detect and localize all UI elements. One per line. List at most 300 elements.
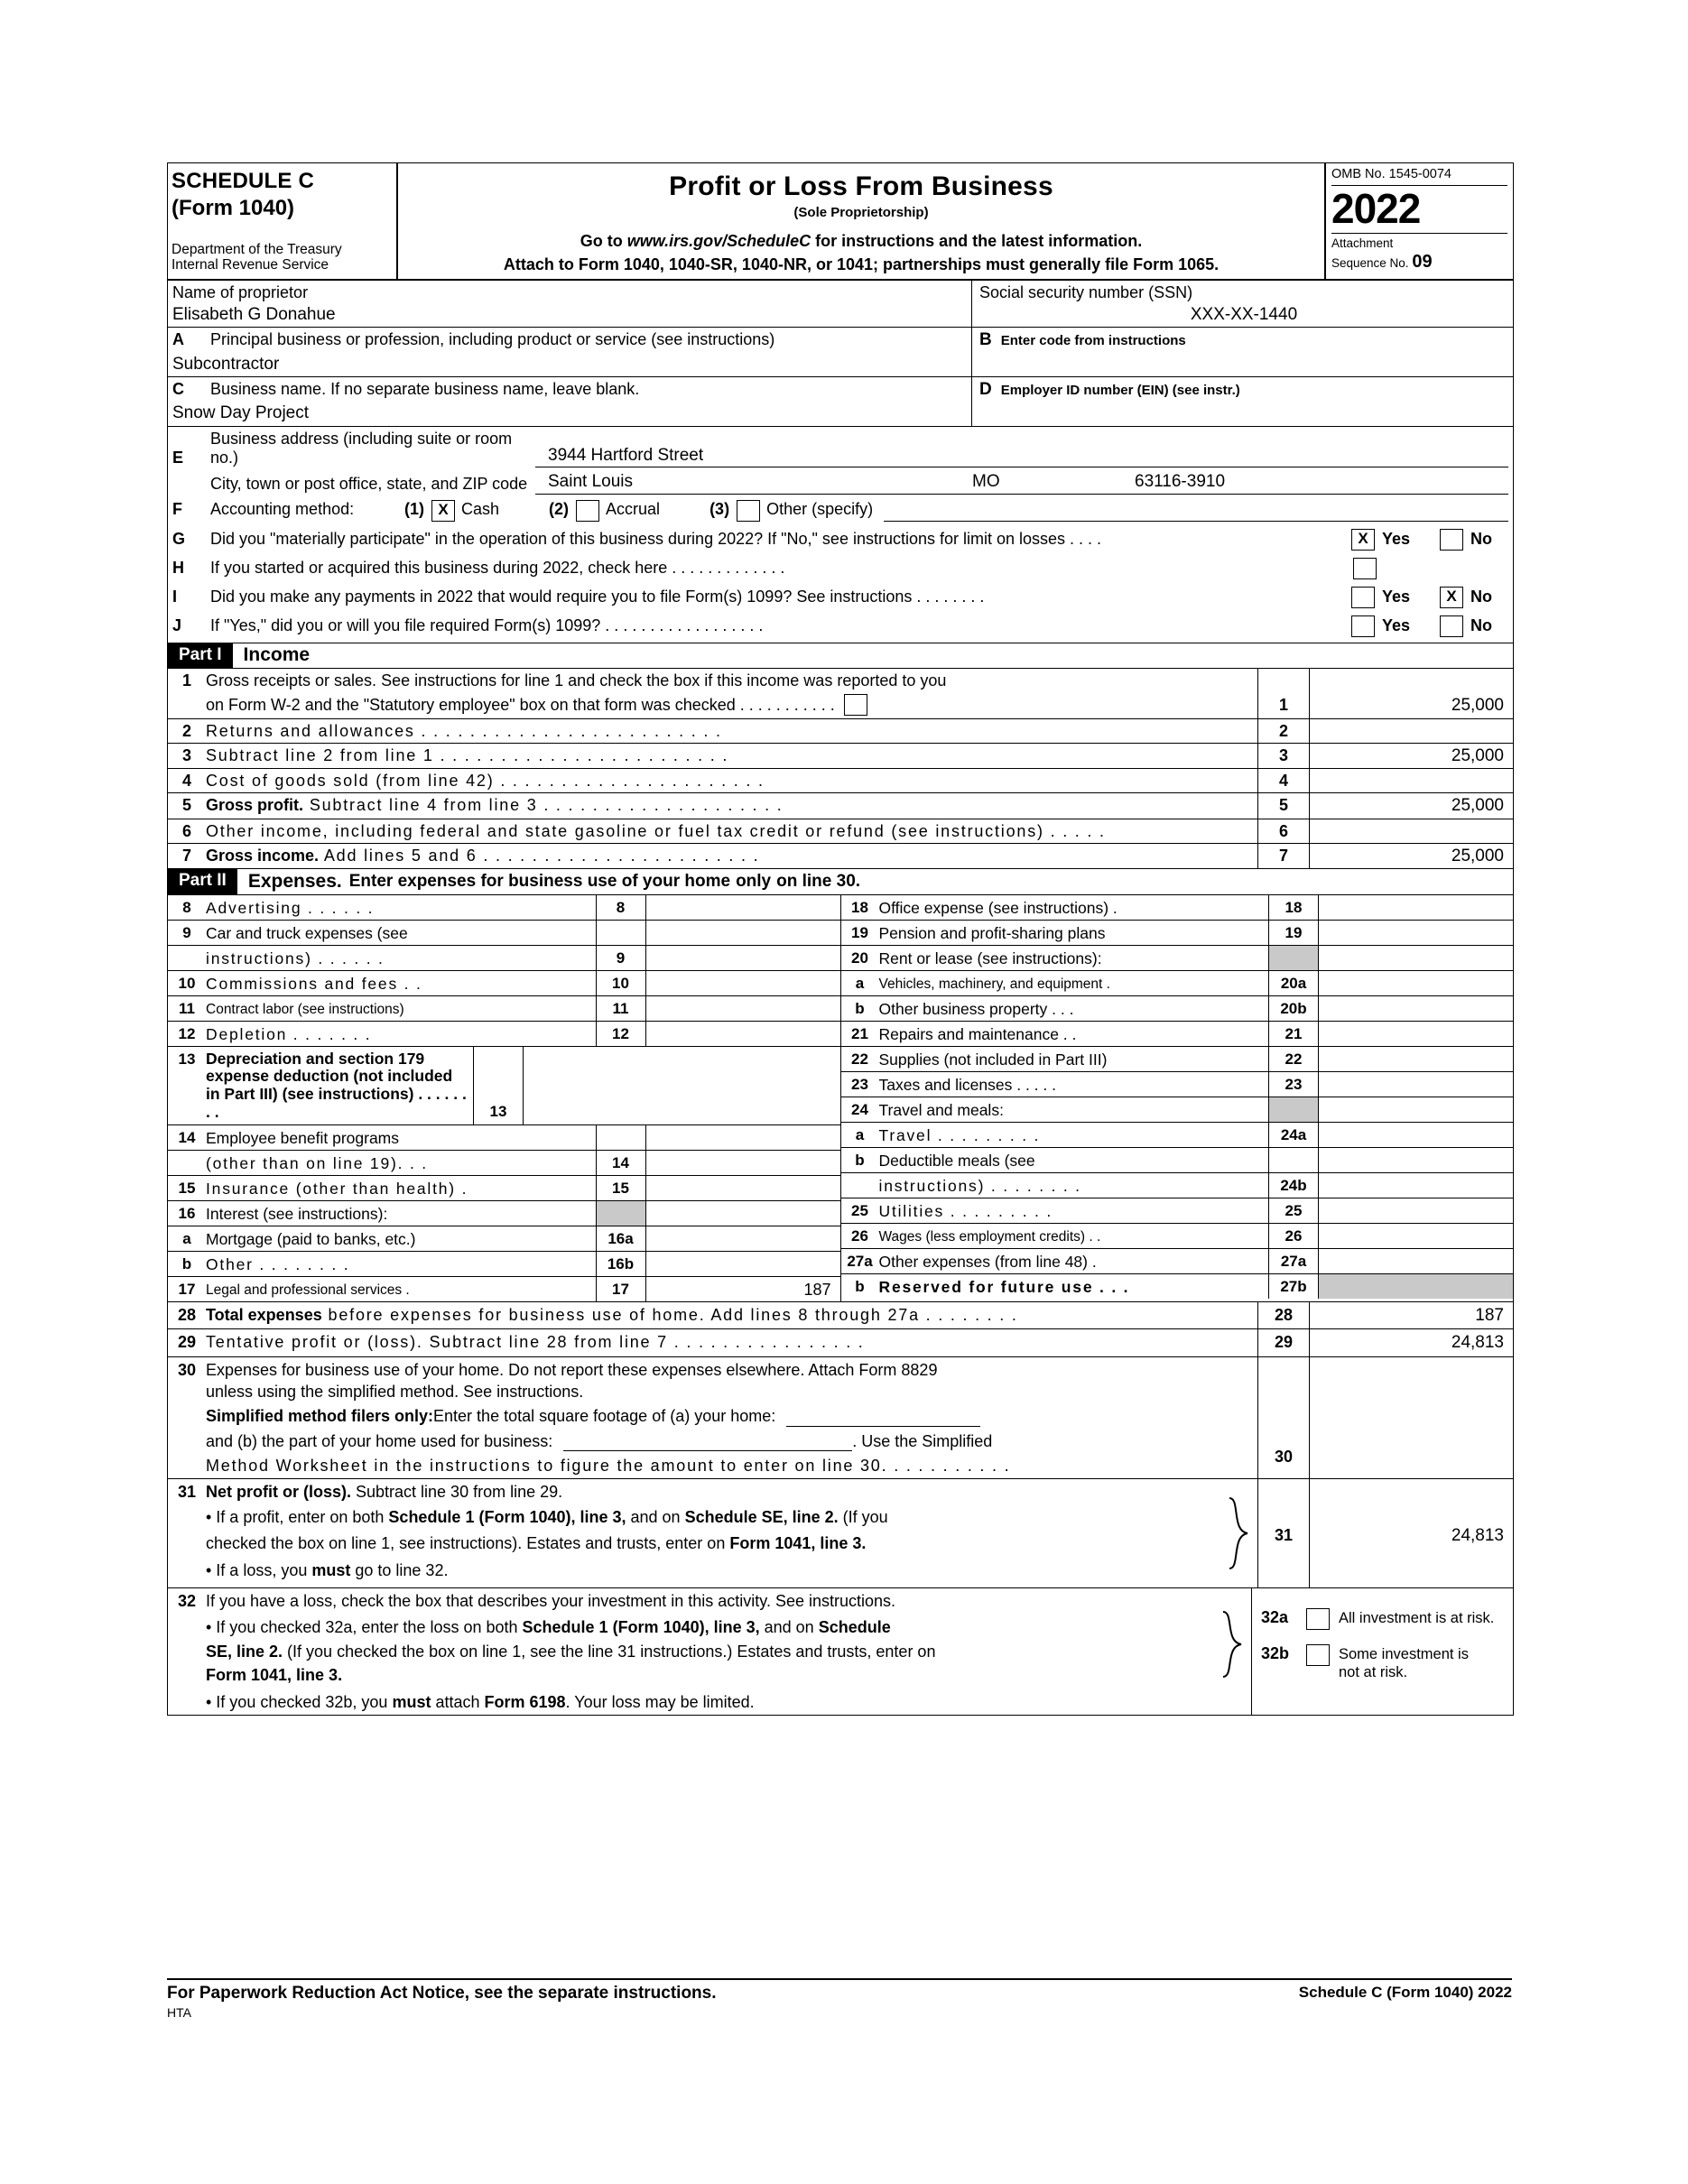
line-31-text: Subtract line 30 from line 29. (351, 1483, 563, 1502)
line-30-amount[interactable] (1310, 1357, 1513, 1478)
line-31-b2b: Form 1041, line 3. (729, 1533, 867, 1552)
expense-14-label-2: (other than on line 19). . . (206, 1153, 428, 1172)
expense-row-24b-2 (841, 1173, 1514, 1198)
line-28-label: before expenses for business use of home. Add lines 8 through 27a . . . . . . . . (321, 1306, 1018, 1325)
line-i-yes-label: Yes (1382, 588, 1411, 606)
line-2-amount[interactable] (1310, 719, 1513, 743)
header-right (1326, 163, 1513, 279)
line-4-number: 4 (181, 772, 191, 791)
dept-line-2: Internal Revenue Service (172, 257, 329, 273)
expense-27b-amount (1319, 1274, 1513, 1299)
line-7-number: 7 (181, 847, 191, 865)
expense-21-number: 21 (851, 1024, 868, 1042)
line-i-no-checkbox[interactable]: X (1440, 587, 1463, 608)
form-number: (Form 1040) (172, 196, 295, 221)
line-28-box: 28 (1257, 1302, 1310, 1328)
accounting-method-other-value[interactable] (884, 500, 1508, 522)
expense-25-label: Utilities . . . . . . . . . (878, 1201, 1053, 1220)
line-32-b4b: must (392, 1692, 431, 1711)
expense-row-22 (841, 1047, 1514, 1072)
income-line-1 (168, 669, 1513, 718)
expense-19-box: 19 (1268, 921, 1319, 945)
expense-row-13 (168, 1047, 840, 1125)
proprietor-name-cell (168, 281, 972, 328)
line-c-label: Business name. If no separate business name, leave blank. (210, 380, 640, 398)
expense-16b-amount[interactable] (646, 1252, 840, 1276)
expense-26-amount[interactable] (1319, 1224, 1513, 1248)
income-line-4 (168, 769, 1513, 793)
accounting-method-cash-checkbox[interactable]: X (431, 500, 455, 522)
expense-10-label: Commissions and fees . . (206, 974, 422, 993)
line-31-b1b: Schedule 1 (Form 1040), line 3, (388, 1508, 626, 1527)
line-c-cell (168, 377, 972, 426)
expense-9-label-2: instructions) . . . . . . (206, 949, 385, 967)
line-b-cell (972, 328, 1513, 376)
expense-14-label-1: Employee benefit programs (206, 1128, 399, 1147)
expense-14-number-cont (168, 1151, 206, 1175)
line-f-opt3-number: (3) (710, 499, 730, 518)
line-29-box: 29 (1257, 1329, 1310, 1356)
line-f-opt1-label: Cash (461, 499, 500, 518)
expense-row-16 (168, 1201, 840, 1226)
expense-24b-amount-blank[interactable] (1319, 1148, 1513, 1172)
expense-17-label: Legal and professional services . (206, 1282, 410, 1298)
expense-row-9a (168, 921, 840, 946)
line-i-label: Did you make any payments in 2022 that would require you to file Form(s) 1099? See instructions . . . . . . . . (210, 588, 985, 606)
expense-11-amount[interactable] (646, 996, 840, 1021)
line-a-cell (168, 328, 972, 376)
form-header (168, 163, 1513, 281)
line-3-box: 3 (1257, 744, 1310, 768)
expense-row-20a (841, 971, 1514, 996)
line-31-bold: Net profit or (loss). (206, 1483, 351, 1502)
expense-row-16b (168, 1252, 840, 1277)
line-j-label: If "Yes," did you or will you file required Form(s) 1099? . . . . . . . . . . . . . . . . . . (210, 616, 764, 635)
expense-25-amount[interactable] (1319, 1198, 1513, 1223)
attach-instructions: Attach to Form 1040, 1040-SR, 1040-NR, or 1041; partnerships must generally file Form 1065. (503, 255, 1220, 274)
goto-instructions (403, 232, 1319, 251)
line-32-b1d: Schedule (818, 1618, 891, 1637)
expense-14-box-blank (596, 1125, 646, 1150)
line-32a-label: All investment is at risk. (1339, 1610, 1495, 1627)
line-3-number: 3 (181, 745, 191, 764)
form-footer (167, 1978, 1512, 2020)
expense-15-number: 15 (178, 1179, 196, 1197)
expense-21-amount[interactable] (1319, 1022, 1513, 1046)
line-31-amount[interactable]: 24,813 (1451, 1526, 1504, 1546)
line-g-yes-checkbox[interactable]: X (1351, 529, 1375, 551)
line-31-b2a: checked the box on line 1, see instructions). Estates and trusts, enter on (206, 1533, 730, 1552)
line-f-letter: F (172, 499, 182, 518)
line-30-simplified-bold: Simplified method filers only: (206, 1407, 434, 1426)
expense-12-number: 12 (178, 1024, 196, 1042)
line-31-number: 31 (177, 1483, 197, 1502)
expense-24b-label-1: Deductible meals (see (878, 1151, 1035, 1170)
expense-row-26 (841, 1224, 1514, 1249)
expense-row-24b-1 (841, 1148, 1514, 1173)
income-line-3 (168, 744, 1513, 769)
line-30-text-3: Enter the total square footage of (a) your home: (433, 1407, 776, 1426)
expense-11-box: 11 (596, 996, 646, 1021)
line-30-number: 30 (177, 1360, 197, 1379)
line-h-checkbox[interactable] (1353, 558, 1377, 579)
line-32-b4d: Form 6198 (484, 1692, 566, 1711)
expense-19-label: Pension and profit-sharing plans (878, 923, 1106, 942)
line-2-desc: Returns and allowances . . . . . . . . . . . . . . . . . . . . . . . . . (206, 721, 722, 740)
line-31-row (168, 1479, 1513, 1588)
expense-9-box-blank (596, 921, 646, 945)
part-1-title: Income (243, 644, 311, 665)
expense-row-8 (168, 895, 840, 921)
line-f-opt1-number: (1) (404, 499, 424, 518)
line-32-b1b: Schedule 1 (Form 1040), line 3, (522, 1618, 760, 1637)
expense-8-number: 8 (182, 898, 191, 916)
expense-11-label: Contract labor (see instructions) (206, 1001, 404, 1017)
line-g-no-checkbox[interactable] (1440, 529, 1463, 551)
line-30-text-4: and (b) the part of your home used for business: (206, 1431, 553, 1450)
expense-24b-box: 24b (1268, 1173, 1319, 1198)
schedule-name: SCHEDULE C (172, 169, 315, 193)
expense-22-label: Supplies (not included in Part III) (878, 1050, 1108, 1069)
expense-20-box (1268, 946, 1319, 970)
expense-8-amount[interactable] (646, 895, 840, 920)
expense-17-amount[interactable]: 187 (803, 1280, 831, 1299)
line-30-text-4b: . Use the Simplified (852, 1431, 993, 1450)
expense-row-20 (841, 946, 1514, 971)
expense-24-box (1268, 1097, 1319, 1122)
expense-27a-label: Other expenses (from line 48) . (878, 1252, 1097, 1271)
part-2-note-emph: only (736, 871, 772, 891)
goto-suffix: for instructions and the latest information. (811, 232, 1143, 251)
sequence-label: Sequence No. (1331, 256, 1409, 271)
line-j-yes-checkbox[interactable] (1351, 615, 1375, 637)
expense-24a-amount[interactable] (1319, 1123, 1513, 1147)
income-line-7 (168, 844, 1513, 868)
expense-13-label: Depreciation and section 179 expense deduction (not included in Part III) (see instructions) . . . . . . . . (206, 1049, 467, 1121)
line-6-box: 6 (1257, 819, 1310, 843)
line-d-cell (972, 377, 1513, 426)
line-j-letter: J (172, 616, 182, 635)
line-32b-label-2: not at risk. (1339, 1663, 1408, 1680)
expense-row-21 (841, 1022, 1514, 1047)
expense-27a-box: 27a (1268, 1249, 1319, 1273)
line-b-value[interactable] (979, 355, 1508, 373)
line-7-amount[interactable]: 25,000 (1451, 847, 1504, 866)
expense-18-box: 18 (1268, 895, 1319, 920)
line-f-opt2-number: (2) (549, 499, 570, 518)
form-title: Profit or Loss From Business (669, 171, 1053, 201)
line-f-label: Accounting method: (210, 499, 355, 518)
line-g-yes-label: Yes (1382, 530, 1411, 549)
expense-23-label: Taxes and licenses . . . . . (878, 1075, 1056, 1094)
line-f-opt3-label: Other (specify) (766, 499, 874, 518)
expense-16b-label: Other . . . . . . . . (206, 1254, 350, 1273)
form-subtitle: (Sole Proprietorship) (793, 205, 929, 221)
expense-24b-amount[interactable] (1319, 1173, 1513, 1198)
expense-16a-box: 16a (596, 1226, 646, 1251)
part-1-banner (168, 643, 1513, 669)
line-6-desc: Other income, including federal and state gasoline or fuel tax credit or refund (see instructions) . . . . . (206, 821, 1106, 840)
sequence-number: 09 (1412, 252, 1433, 273)
expense-9-amount[interactable] (646, 946, 840, 970)
line-32-b4c: attach (431, 1692, 485, 1711)
line-2-number: 2 (181, 721, 191, 740)
expense-15-amount[interactable] (646, 1176, 840, 1200)
line-e-letter: E (172, 449, 184, 467)
expense-20b-amount[interactable] (1319, 996, 1513, 1021)
expense-12-amount[interactable] (646, 1022, 840, 1046)
line-h-letter: H (172, 559, 184, 578)
expenses-grid (168, 895, 1513, 1301)
expense-17-number: 17 (178, 1280, 196, 1298)
statutory-employee-checkbox[interactable] (844, 694, 867, 716)
home-square-footage-input[interactable] (786, 1425, 980, 1427)
line-30-row (168, 1357, 1513, 1479)
line-28-number: 28 (177, 1306, 197, 1325)
expense-row-9b (168, 946, 840, 971)
expense-20-number: 20 (851, 949, 868, 967)
expense-9-box: 9 (596, 946, 646, 970)
line-c-d-row (168, 377, 1513, 427)
expense-24a-box: 24a (1268, 1123, 1319, 1147)
expense-row-12 (168, 1022, 840, 1047)
line-32-b2b: (If you checked the box on line 1, see the line 31 instructions.) Estates and trusts, enter on (283, 1642, 936, 1661)
line-30-box: 30 (1257, 1357, 1310, 1478)
expense-row-27a (841, 1249, 1514, 1274)
expense-27b-box: 27b (1268, 1274, 1319, 1299)
expense-19-number: 19 (851, 923, 868, 941)
proprietor-name-label: Name of proprietor (172, 282, 309, 301)
line-a-label: Principal business or profession, including product or service (see instructions) (210, 330, 775, 349)
expense-13-box: 13 (473, 1047, 524, 1124)
line-30-text-5: Method Worksheet in the instructions to figure the amount to enter on line 30. . . . . . . . . . . (206, 1456, 1011, 1475)
form-identifier: Schedule C (Form 1040) 2022 (1298, 1984, 1512, 2001)
business-square-footage-input[interactable] (563, 1449, 852, 1451)
irs-url[interactable]: www.irs.gov/ScheduleC (626, 232, 812, 251)
line-h-label: If you started or acquired this business during 2022, check here . . . . . . . . . . . . . (210, 559, 785, 578)
expense-27a-amount[interactable] (1319, 1249, 1513, 1273)
part-2-note: Enter expenses for business use of your home (348, 871, 731, 891)
expense-9-amount-blank[interactable] (646, 921, 840, 945)
line-29-amount[interactable]: 24,813 (1451, 1333, 1504, 1353)
expense-24b-box-blank (1268, 1148, 1319, 1172)
part-1-tag: Part I (168, 643, 233, 668)
part-2-banner (168, 868, 1513, 894)
expense-21-label: Repairs and maintenance . . (878, 1024, 1077, 1043)
line-5-desc: Subtract line 4 from line 3 . . . . . . . . . . . . . . . . . . . . (303, 796, 784, 815)
line-a-value[interactable]: Subcontractor (172, 354, 280, 374)
expense-20b-label: Other business property . . . (878, 999, 1074, 1018)
omb-number: OMB No. 1545-0074 (1331, 167, 1507, 186)
line-4-amount[interactable] (1310, 769, 1513, 792)
expense-row-14a (168, 1125, 840, 1151)
expense-18-amount[interactable] (1319, 895, 1513, 920)
expense-14-amount[interactable] (646, 1151, 840, 1175)
expense-22-amount[interactable] (1319, 1047, 1513, 1071)
income-line-2 (168, 719, 1513, 744)
expense-20a-number: a (855, 974, 865, 992)
line-1-desc-2: on Form W-2 and the "Statutory employee" box on that form was checked . . . . . . . . . . . (206, 695, 835, 714)
line-7-desc-bold: Gross income. (206, 847, 320, 865)
line-32-b4e: . Your loss may be limited. (565, 1692, 755, 1711)
line-g-letter: G (172, 530, 186, 549)
ssn-cell (972, 281, 1513, 328)
line-f-opt2-label: Accrual (606, 499, 661, 518)
line-1-amount[interactable]: 25,000 (1451, 696, 1504, 716)
expense-25-box: 25 (1268, 1198, 1319, 1223)
line-28-row (168, 1301, 1513, 1329)
expense-10-amount[interactable] (646, 971, 840, 995)
expense-14-amount-blank[interactable] (646, 1125, 840, 1150)
line-f-row (168, 495, 1513, 524)
expense-row-11 (168, 996, 840, 1022)
line-32-b3a: Form 1041, line 3. (206, 1665, 343, 1684)
expense-24-number: 24 (851, 1100, 868, 1118)
line-32a-number: 32a (1261, 1608, 1289, 1627)
line-2-box: 2 (1257, 719, 1310, 743)
line-4-box: 4 (1257, 769, 1310, 792)
line-b-label: Enter code from instructions (1000, 333, 1186, 349)
line-6-amount[interactable] (1310, 819, 1513, 843)
expense-15-box: 15 (596, 1176, 646, 1200)
line-3-amount[interactable]: 25,000 (1451, 745, 1504, 765)
line-j-yes-label: Yes (1382, 616, 1411, 635)
line-1-box: 1 (1257, 669, 1310, 717)
line-31-box: 31 (1257, 1479, 1310, 1587)
expense-23-number: 23 (851, 1075, 868, 1093)
line-b-letter: B (979, 330, 992, 350)
expense-19-amount[interactable] (1319, 921, 1513, 945)
expense-20a-amount[interactable] (1319, 971, 1513, 995)
expense-20a-label: Vehicles, machinery, and equipment . (878, 976, 1110, 992)
expense-26-label: Wages (less employment credits) . . (878, 1228, 1101, 1245)
line-c-value[interactable]: Snow Day Project (172, 403, 310, 423)
expense-20a-box: 20a (1268, 971, 1319, 995)
part-2-title: Expenses. (247, 870, 342, 892)
expense-row-18 (841, 895, 1514, 921)
expense-row-16a (168, 1226, 840, 1252)
line-32b-checkbox[interactable] (1306, 1644, 1330, 1666)
expense-16-number: 16 (178, 1204, 196, 1222)
line-d-letter: D (979, 380, 992, 399)
line-j-no-checkbox[interactable] (1440, 615, 1463, 637)
expense-24b-number: b (855, 1151, 865, 1169)
expense-16-box (596, 1201, 646, 1226)
expense-row-25 (841, 1198, 1514, 1224)
header-center (398, 163, 1326, 279)
line-31-b1a: • If a profit, enter on both (206, 1508, 389, 1527)
ssn-label: Social security number (SSN) (979, 282, 1193, 301)
line-i-row (168, 582, 1513, 611)
line-28-amount[interactable]: 187 (1475, 1306, 1504, 1326)
line-5-amount[interactable]: 25,000 (1451, 796, 1504, 816)
expense-row-17 (168, 1277, 840, 1301)
expense-row-24a (841, 1123, 1514, 1148)
line-32-brace (1215, 1588, 1251, 1715)
line-5-desc-bold: Gross profit. (206, 796, 304, 815)
expense-12-box: 12 (596, 1022, 646, 1046)
expense-20b-box: 20b (1268, 996, 1319, 1021)
line-e-city[interactable]: Saint Louis (535, 472, 954, 494)
line-4-desc: Cost of goods sold (from line 42) . . . . . . . . . . . . . . . . . . . . . . (206, 772, 765, 791)
expense-17-box: 17 (596, 1277, 646, 1301)
expense-25-number: 25 (851, 1201, 868, 1219)
line-5-number: 5 (181, 796, 191, 815)
expense-16b-number: b (181, 1254, 192, 1272)
expense-22-box: 22 (1268, 1047, 1319, 1071)
income-line-5 (168, 793, 1513, 819)
expense-26-number: 26 (851, 1226, 868, 1245)
ssn-value[interactable]: XXX-XX-1440 (1190, 304, 1298, 324)
dept-line-1: Department of the Treasury (172, 241, 342, 257)
expense-27b-number: b (855, 1277, 865, 1295)
part-2-note-end: on line 30. (776, 871, 861, 891)
line-e-zip[interactable]: 63116-3910 (1108, 472, 1508, 494)
expense-9-number-cont (168, 946, 206, 970)
line-e-state[interactable]: MO (954, 472, 1108, 494)
name-ssn-row (168, 281, 1513, 329)
line-d-value[interactable] (979, 403, 1508, 421)
line-3-desc: Subtract line 2 from line 1 . . . . . . . . . . . . . . . . . . . . . . . . (206, 745, 729, 764)
line-28-bold: Total expenses (206, 1306, 322, 1325)
line-i-yes-checkbox[interactable] (1351, 587, 1375, 608)
line-e-city-label: City, town or post office, state, and ZIP code (210, 475, 528, 494)
line-31-b3a: • If a loss, you (206, 1560, 312, 1579)
line-31-b3c: go to line 32. (350, 1560, 449, 1579)
line-e-row (168, 427, 1513, 495)
expense-20b-number: b (855, 999, 865, 1017)
expense-row-14b (168, 1151, 840, 1176)
expense-27a-number: 27a (847, 1252, 873, 1270)
line-7-box: 7 (1257, 844, 1310, 868)
expense-16b-box: 16b (596, 1252, 646, 1276)
expense-24-label: Travel and meals: (878, 1100, 1004, 1119)
accounting-method-other-checkbox[interactable] (737, 500, 760, 522)
line-j-row (168, 611, 1513, 643)
expense-16-label: Interest (see instructions): (206, 1204, 388, 1223)
expense-24-amount (1319, 1097, 1513, 1122)
line-g-row (168, 524, 1513, 553)
expense-10-box: 10 (596, 971, 646, 995)
expense-18-number: 18 (851, 898, 868, 916)
expense-16a-label: Mortgage (paid to banks, etc.) (206, 1229, 416, 1248)
expense-20-label: Rent or lease (see instructions): (878, 949, 1102, 967)
brace-icon-2 (1221, 1610, 1245, 1679)
line-6-number: 6 (181, 821, 191, 840)
expense-13-amount[interactable] (524, 1047, 718, 1124)
expenses-right-column (841, 895, 1514, 1301)
line-j-no-label: No (1470, 616, 1492, 635)
line-h-row (168, 553, 1513, 582)
goto-prefix: Go to (580, 232, 627, 251)
expense-21-box: 21 (1268, 1022, 1319, 1046)
expense-18-label: Office expense (see instructions) . (878, 898, 1118, 917)
expense-16a-number: a (182, 1229, 191, 1247)
proprietor-name-value[interactable]: Elisabeth G Donahue (172, 304, 336, 324)
accounting-method-accrual-checkbox[interactable] (576, 500, 599, 522)
expense-16a-amount[interactable] (646, 1226, 840, 1251)
expense-16-amount (646, 1201, 840, 1226)
line-32-row (168, 1588, 1513, 1715)
header-left (168, 163, 398, 279)
line-32a-checkbox[interactable] (1306, 1608, 1330, 1630)
line-e-street[interactable]: 3944 Hartford Street (535, 446, 1508, 467)
line-32-checkbox-area (1251, 1588, 1513, 1715)
line-29-row (168, 1329, 1513, 1356)
line-29-label: Tentative profit or (loss). Subtract line 28 from line 7 . . . . . . . . . . . . . . . . (206, 1333, 865, 1352)
line-a-b-row (168, 328, 1513, 377)
expense-23-amount[interactable] (1319, 1072, 1513, 1097)
